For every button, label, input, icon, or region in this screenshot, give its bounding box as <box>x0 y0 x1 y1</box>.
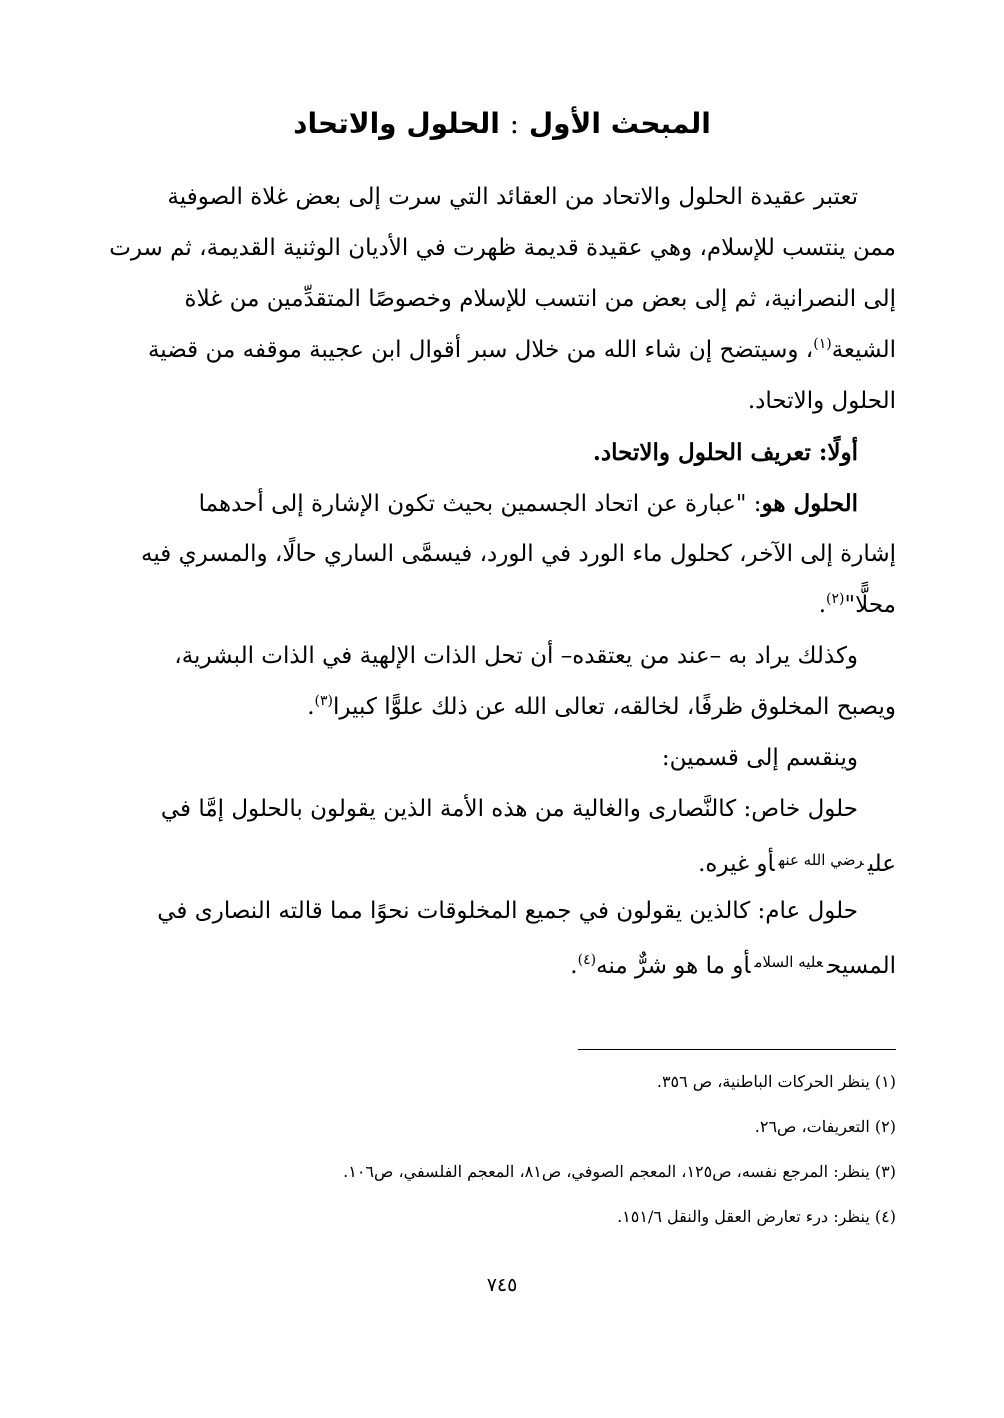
special-line-1: حلول خاص: كالنَّصارى والغالية من هذه الأمة الذين يقولون بالحلول إمَّا في <box>160 796 858 822</box>
general-line-2a: المسيح <box>827 953 896 979</box>
footnote-4: (٤) ينظر: درء تعارض العقل والنقل ١٥١/٦. <box>617 1207 896 1226</box>
footnotes <box>106 1064 896 1244</box>
definition-line-3 <box>106 580 896 631</box>
intro-line-4a: الشيعة <box>831 337 896 363</box>
title-part-2: الحلول والاتحاد <box>293 107 500 140</box>
special-paragraph <box>106 784 896 886</box>
footnote-ref-3: (٣) <box>314 693 333 709</box>
definition-paragraph <box>106 478 896 631</box>
definition-line-1 <box>106 478 896 529</box>
section-heading-separator: : <box>818 439 828 466</box>
divides-line: وينقسم إلى قسمين: <box>661 745 858 771</box>
general-paragraph <box>106 886 896 988</box>
also-line-1: وكذلك يراد به –عند من يعتقده– أن تحل الذات الإلهية في الذات البشرية، <box>174 643 858 669</box>
footnote-1: (١) ينظر الحركات الباطنية، ص ٣٥٦. <box>656 1072 896 1091</box>
also-paragraph <box>106 631 896 733</box>
definition-line-3b: . <box>818 592 827 618</box>
section-heading-label: أولًا <box>827 439 858 466</box>
section-heading <box>106 427 896 478</box>
definition-line-2: إشارة إلى الآخر، كحلول ماء الورد في الورد، فيسمَّى الساري حالًا، والمسري فيه <box>141 541 896 567</box>
general-line-2c: . <box>570 953 578 979</box>
footnote-separator <box>578 1049 896 1050</box>
general-line-1: حلول عام: كالذين يقولون في جميع المخلوقات نحوًا مما قالته النصارى في <box>157 898 858 924</box>
general-line-2b: أو ما هو شرٌّ منه <box>596 953 751 979</box>
footnote-ref-4: (٤) <box>577 952 597 968</box>
honorific-radiallahu-anhu: رضي الله عنه <box>778 851 864 869</box>
special-line-2b: أو غيره. <box>698 851 775 877</box>
also-line-2 <box>106 682 896 733</box>
definition-line-1-rest: : "عبارة عن اتحاد الجسمين بحيث تكون الإشارة إلى أحدهما <box>198 491 762 517</box>
also-line-2a: ويصبح المخلوق ظرفًا، لخالقه، تعالى الله عن ذلك علوًّا كبيرا <box>332 694 896 720</box>
special-line-2 <box>106 835 896 886</box>
footnote-2: (٢) التعريفات، ص٢٦. <box>754 1117 896 1136</box>
body-text <box>106 172 896 988</box>
special-line-2a: علي <box>867 851 896 877</box>
intro-line-3: إلى النصرانية، ثم إلى بعض من انتسب للإسلام وخصوصًا المتقدِّمين من غلاة <box>184 286 896 312</box>
footnote-ref-2: (٢) <box>826 591 845 607</box>
also-line-2b: . <box>307 694 315 720</box>
intro-line-1: تعتبر عقيدة الحلول والاتحاد من العقائد التي سرت إلى بعض غلاة الصوفية <box>167 184 858 210</box>
honorific-alayhi-salam: عليه السلام <box>754 953 823 971</box>
title-part-1: المبحث الأول <box>528 107 711 140</box>
intro-line-4 <box>106 325 896 376</box>
definition-line-3a: محلًّا" <box>844 592 896 618</box>
intro-line-5: الحلول والاتحاد. <box>747 388 896 414</box>
definition-term: الحلول هو <box>761 490 858 517</box>
footnote-3: (٣) ينظر: المرجع نفسه، ص١٢٥، المعجم الصوفي، ص٨١، المعجم الفلسفي، ص١٠٦. <box>343 1162 896 1181</box>
intro-line-2: ممن ينتسب للإسلام، وهي عقيدة قديمة ظهرت في الأديان الوثنية القديمة، ثم سرت <box>109 235 896 261</box>
footnote-ref-1: (١) <box>813 336 832 352</box>
intro-paragraph <box>106 172 896 427</box>
general-line-2 <box>106 937 896 988</box>
section-heading-text: تعريف الحلول والاتحاد. <box>592 439 811 466</box>
page-number: ٧٤٥ <box>486 1274 518 1296</box>
title-separator: : <box>509 107 520 140</box>
page-title <box>0 100 1004 148</box>
intro-line-4b: ، وسيتضح إن شاء الله من خلال سبر أقوال ابن عجيبة موقفه من قضية <box>147 337 814 363</box>
